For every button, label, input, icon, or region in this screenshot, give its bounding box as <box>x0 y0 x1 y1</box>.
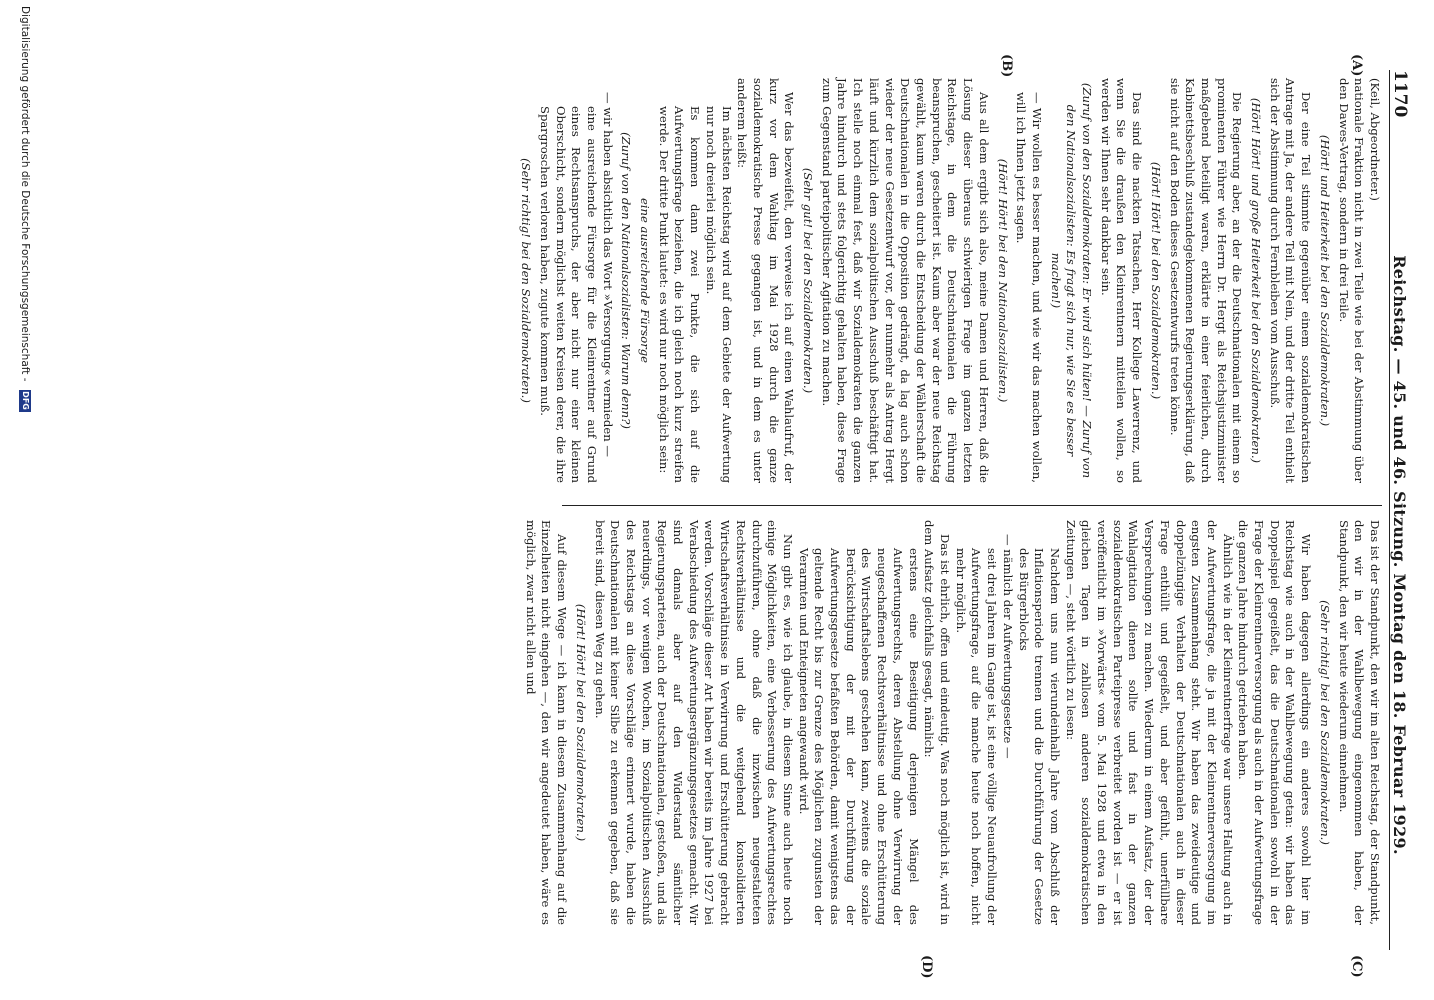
margin-mark-c: (C) <box>1349 955 1364 978</box>
right-text-column <box>522 520 1382 925</box>
dfg-logo: DFG <box>21 391 30 410</box>
speaker-label: (Keil, Abgeordneter.) <box>1368 78 1382 201</box>
margin-mark-a: (A) <box>1349 54 1364 77</box>
digitization-credit: Digitalisierung gefördert durch die Deutsche Forschungsgemeinschaft - <box>19 6 31 382</box>
left-text-column <box>514 78 1382 483</box>
margin-mark-d: (D) <box>919 955 934 979</box>
paragraph: Es kommen dann zwei Punkte, die sich auf die Aufwertungsfrage beziehen, die ich gleich noch kurz streifen werde. Der dritte Punkt lautet: es wird nur noch möglich sein: <box>656 106 703 483</box>
column-divider <box>562 505 1382 506</box>
paragraph: Nun gibt es, wie ich glaube, in diesem Sinne auch heute noch einige Möglichkeiten, eine Verbesserung des Aufwertungsrechtes durchzuführen, ohne daß die inzwischen neugestalteten Rechtsverhältnisse und die weitgehend konsolidierten Wirtschaftsverhältnisse in Verwirrung und Erschütterung gebracht werden. Vorschläge dieser Art haben wir bereits im Jahre 1927 bei Verabschiedung des Aufwertungsergänzungsgesetzes gemacht. Wir sind damals aber auf den Widerstand sämtlicher Regierungsparteien, auch der Deutschnationalen, gestoßen, und als neuerdings, vor wenigen Wochen, im Sozialpolitischen Ausschuß des Reichstags an diese Vorschläge erinnert wurde, haben die Deutschnationalen mit keiner Silbe zu erkennen gegeben, daß sie bereit sind, diesen Weg zu gehen. <box>592 520 795 925</box>
paragraph: seit drei Jahren im Gange ist, ist eine völlige Neuaufrollung der Aufwertungsfrage, auf die manche heute noch hoffen, nicht mehr möglich. <box>953 548 1000 925</box>
interjection: (Sehr gut! bei den Sozialdemokraten.) <box>801 167 816 394</box>
interjection: (Sehr richtig! bei den Sozialdemokraten.) <box>1317 600 1332 845</box>
paragraph: Wer das bezweifelt, den verweise ich auf einen Wahlaufruf, der kurz vor dem Wahltag im Mai 1928 durch die ganze sozialdemokratische Presse gegangen ist, und in dem es unter anderem heißt: <box>735 78 797 483</box>
paragraph: nationale Fraktion nicht in zwei Teile wie bei der Abstimmung über den Dawes-Vertrag, sondern in drei Teile. <box>1336 78 1367 483</box>
paragraph: eine ausreichende Fürsorge für die Kleinrentner auf Grund eines Rechtsanspruchs, der aber nicht nur einer kleinen Oberschicht, sondern möglichst weiten Kreisen derer, die ihre Spargroschen verloren haben, zugute kommen muß. <box>537 106 599 483</box>
page-footer <box>10 0 40 1000</box>
paragraph: Ähnlich wie in der Kleinrentnerfrage war unsere Haltung auch in der Aufwertungsfrage, die ja mit der Kleinrentnerversorgung im engsten Zusammenhang steht. Wir haben das zweideutige und doppelzüngige Verhalten der Deutschnationalen auch in dieser Frage enthüllt und gegeißelt, und aber gefühlt, unerfüllbare Versprechungen zu machen. Wiederum in einem Aufsatz, der der Wahlagitation dienen sollte und fast in der ganzen sozialdemokratischen Parteipresse verbreitet worden ist — er ist veröffentlicht im »Vorwärts« vom 5. Mai 1928 und etwa in den gleichen Tagen in zahllosen anderen sozialdemokratischen Zeitungen —, steht wörtlich zu lesen: <box>1063 520 1235 925</box>
paragraph: Das ist der Standpunkt, den wir im alten Reichstag, der Standpunkt, den wir in der Wahlbewegung eingenommen haben, der Standpunkt, den wir heute wiederum einnehmen. <box>1336 520 1382 925</box>
paragraph: Im nächsten Reichstag wird auf dem Gebiete der Aufwertung nur noch dreierlei möglich sein. <box>703 106 734 483</box>
margin-mark-b: (B) <box>999 54 1014 78</box>
page-number: 1170 <box>1390 70 1410 118</box>
paragraph: Der eine Teil stimmte gegenüber einem sozialdemokratischen Antrage mit Ja, der andere Teil mit Nein, und der dritte Teil enthielt sich der Abstimmung durch Fernbleiben vom Ausschuß. <box>1267 78 1314 483</box>
paragraph: Nachdem uns nun vierundeinhalb Jahre vom Abschluß der Inflationsperiode trennen und die Durchführung der Gesetze des Bürgerblocks <box>1016 548 1062 925</box>
paragraph: — nämlich der Aufwertungsgesetze — <box>1000 534 1015 759</box>
interjection: (Hört! Hört! bei den Sozialdemokraten.) <box>573 603 588 842</box>
paragraph: Aus all dem ergibt sich also, meine Damen und Herren, daß die Lösung dieser überaus schwierigen Frage im ganzen letzten Reichstage, in dem die Deutschnationalen die Führung beanspruchen, gescheitert ist. Kaum aber war der neue Reichstag gewählt, kaum waren durch die Entscheidung der Wählerschaft die Deutschnationalen in die Opposition gedrängt, da lag auch schon wieder der neue Gesetzentwurf vor, der nunmehr als Antrag Hergt läuft und kürzlich dem sozialpolitischen Ausschuß beschäftigt hat. Ich stelle noch einmal fest, daß wir Sozialdemokraten die ganzen Jahre hindurch und stets folgerichtig gehalten haben, diese Frage zum Gegenstand parteipolitischer Agitation zu machen. <box>819 78 991 483</box>
paragraph: — Wir wollen es besser machen, und wie wir das machen wollen, will ich Ihnen jetzt sagen. <box>1014 92 1044 483</box>
interjection: (Zuruf von den Sozialdemokraten: Er wird sich hüten! — Zuruf von den Nationalsozialisten: Es fragt sich nur, wie Sie es besser machen!) <box>1048 82 1095 479</box>
paragraph: Wir haben dagegen allerdings ein anderes sowohl hier im Reichstag wie auch in der Wahlbewegung getan: wir haben das Doppelspiel gegeißelt, das die Deutschnationalen sowohl in der Frage der Kleinrentnerversorgung als auch in der Aufwertungsfrage die ganzen Jahre hindurch getrieben haben. <box>1236 520 1314 925</box>
interjection: eine ausreichende Fürsorge <box>638 197 653 364</box>
paragraph: — wir haben absichtlich das Wort »Versorgung« vermieden — <box>600 92 615 457</box>
interjection: (Hört! Hört! bei den Nationalsozialisten.) <box>995 158 1010 403</box>
running-title: Reichstag. — 45. und 46. Sitzung. Montag den 18. Februar 1929. <box>1390 255 1409 855</box>
interjection: (Hört! Hört! bei den Sozialdemokraten.) <box>1148 161 1163 400</box>
paragraph: Auf diesem Wege — ich kann in diesem Zusammenhang auf die Einzelheiten nicht eingehen —, den wir angedeutet haben, wäre es möglich, zwar nicht allen und <box>523 520 570 925</box>
paragraph: Die Regierung aber, an der die Deutschnationalen mit einem so prominenten Führer wie Herrn Dr. Hergt als Reichsjustizminister maßgebend beteiligt waren, erklärte in einer feierlichen, durch Kabinettsbeschluß zustandegekommenen Regierungserklärung, daß sie nicht auf den Boden dieses Gesetzentwurfs treten könne. <box>1167 78 1245 483</box>
interjection: (Hört! und Heiterkeit bei den Sozialdemokraten.) <box>1317 134 1332 427</box>
paragraph: Das sind die nackten Tatsachen, Herr Kollege Lawerrenz, und wenn Sie die draußen den Kleinrentnern mitteilen wollen, so werden wir Ihnen sehr dankbar sein. <box>1098 78 1145 483</box>
paragraph: erstens eine Beseitigung derjenigen Mängel des Aufwertungsrechts, deren Abstellung ohne Verwirrung der neugeschaffenen Rechtsverhältnisse und ohne Erschütterung des Wirtschaftslebens geschehen kann, zweitens die soziale Berücksichtigung der mit der Durchführung der Aufwertungsgesetze befaßten Behörden, damit wenigstens das geltende Recht bis zur Grenze des Möglichen zugunsten der Verarmten und Enteigneten angewandt wird. <box>796 548 921 925</box>
interjection: (Sehr richtig! bei den Sozialdemokraten.) <box>519 158 534 403</box>
paragraph: Das ist ehrlich, offen und eindeutig. Was noch möglich ist, wird in dem Aufsatz gleichfalls gesagt, nämlich: <box>922 520 953 925</box>
interjection: (Zuruf von den Nationalsozialisten: Warum denn?) <box>619 132 634 429</box>
interjection: (Hört! Hört! und große Heiterkeit bei den Sozialdemokraten.) <box>1249 97 1264 464</box>
page-header <box>1389 70 1424 950</box>
